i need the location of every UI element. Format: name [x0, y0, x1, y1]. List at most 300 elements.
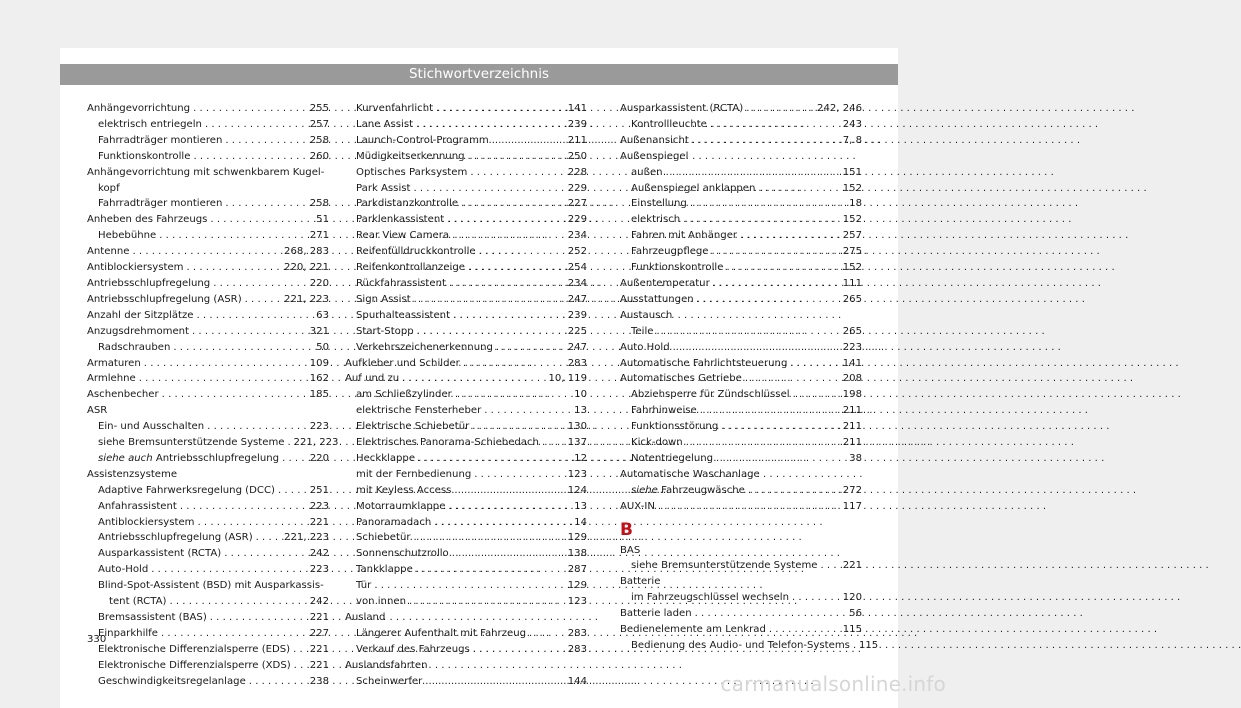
entry-pages: 229 — [567, 214, 587, 226]
entry-pages: 228 — [567, 166, 587, 178]
entry-pages: 13 — [574, 500, 587, 512]
entry-pages: 10, 119 — [548, 373, 587, 385]
entry-pages: 141 — [567, 103, 587, 114]
entry-label: Fahrzeugwäsche — [657, 484, 745, 496]
entry-text: BAS — [620, 544, 641, 556]
index-entry — [87, 610, 329, 626]
entry-pages: 247 — [567, 341, 587, 353]
dot-leader — [418, 451, 572, 467]
entry-text: Armlehne — [87, 373, 136, 385]
entry-pages: 223 — [309, 421, 329, 433]
entry-text: Abziehsperre für Zündschlüssel — [631, 389, 790, 401]
entry-text: Sonnenschutzrollo — [356, 548, 449, 560]
index-entry — [620, 387, 862, 403]
dot-leader — [821, 558, 841, 574]
index-entry — [345, 594, 587, 610]
index-entry — [345, 435, 587, 451]
dot-leader — [468, 149, 566, 165]
dot-leader — [139, 371, 308, 387]
dot-leader — [740, 228, 841, 244]
dot-leader — [159, 228, 307, 244]
dot-leader — [452, 228, 566, 244]
entry-text: Antriebsschlupfregelung (ASR) — [87, 293, 242, 305]
index-column-3 — [620, 101, 879, 654]
dot-leader — [205, 117, 308, 133]
index-entry — [620, 558, 862, 574]
index-entry — [345, 530, 587, 546]
index-entry — [345, 228, 587, 244]
entry-text: Auf und zu — [345, 373, 400, 385]
index-heading — [87, 578, 329, 594]
entry-pages: 120 — [842, 592, 862, 604]
entry-text: Ausstattungen — [620, 293, 694, 305]
dot-leader — [162, 387, 308, 403]
entry-text: Anheben des Fahrzeugs — [87, 214, 208, 226]
entry-text: Kurvenfahrlicht — [356, 103, 434, 114]
dot-leader — [210, 212, 314, 228]
entry-text: Auto Hold — [620, 341, 670, 353]
index-entry — [345, 642, 587, 658]
entry-text: Elektronische Differenzialsperre (XDS) — [98, 659, 291, 671]
dot-leader — [169, 594, 307, 610]
index-entry — [345, 133, 587, 149]
index-entry — [87, 387, 329, 403]
index-entry — [345, 117, 587, 133]
entry-text: Aufkleber und Schilder — [345, 357, 460, 369]
index-entry — [345, 260, 587, 276]
entry-text: elektrisch entriegeln — [98, 118, 202, 130]
dot-leader — [721, 419, 840, 435]
entry-text: Funktionskontrolle — [98, 150, 191, 162]
index-entry — [87, 371, 329, 387]
entry-text: Scheinwerfer — [356, 675, 423, 687]
entry-text: Park Assist — [356, 182, 411, 194]
entry-text: Einstellung — [631, 198, 687, 210]
dot-leader — [713, 276, 841, 292]
entry-text: mit Keyless Access — [356, 484, 452, 496]
entry-text: Tankklappe — [356, 564, 413, 576]
dot-leader — [225, 196, 307, 212]
index-entry — [345, 371, 587, 387]
entry-pages: 14 — [574, 516, 587, 528]
dot-leader — [187, 260, 283, 276]
index-entry — [87, 324, 329, 340]
entry-text: Müdigkeitserkennung — [356, 150, 465, 162]
dot-leader — [288, 435, 292, 451]
entry-text: Auto-Hold — [98, 564, 149, 576]
entry-text: Reifenfülldruckkontrolle — [356, 246, 476, 258]
index-entry — [87, 642, 329, 658]
index-entry — [87, 101, 329, 117]
entry-pages: 227 — [309, 627, 329, 639]
index-entry — [345, 546, 587, 562]
entry-text: Sign Assist — [356, 293, 411, 305]
dot-leader — [132, 244, 282, 260]
entry-text: im Fahrzeugschlüssel wechseln — [631, 592, 790, 604]
entry-text: mit der Fernbedienung — [356, 468, 472, 480]
index-heading — [620, 467, 862, 483]
entry-text: Antenne — [87, 246, 130, 258]
entry-text: Automatisches Getriebe — [620, 373, 742, 385]
entry-pages: 162 — [309, 373, 329, 385]
dot-leader — [690, 196, 847, 212]
entry-pages: 152 — [842, 262, 862, 274]
dot-leader — [249, 674, 308, 690]
index-entry — [87, 244, 329, 260]
index-entry — [620, 451, 862, 467]
entry-pages: 283 — [567, 643, 587, 655]
entry-pages: 252 — [567, 246, 587, 258]
dot-leader — [792, 590, 841, 606]
entry-pages: 221 — [842, 560, 862, 572]
index-entry — [87, 451, 329, 467]
index-entry — [345, 467, 587, 483]
entry-text: kopf — [98, 182, 120, 194]
index-heading — [87, 165, 329, 181]
dot-leader — [161, 626, 308, 642]
index-entry — [87, 419, 329, 435]
dot-leader — [193, 149, 307, 165]
entry-text: Ausparkassistent (RCTA) — [620, 103, 744, 114]
entry-text: Außenspiegel — [620, 150, 689, 162]
dot-leader — [452, 546, 566, 562]
entry-pages: 50 — [316, 341, 329, 353]
dot-leader — [294, 658, 308, 674]
entry-text: Bremsassistent (BAS) — [98, 612, 207, 623]
index-entry — [620, 244, 862, 260]
index-entry — [620, 606, 862, 622]
index-entry — [620, 590, 862, 606]
section-letter: B — [620, 519, 633, 540]
index-entry — [87, 340, 329, 356]
dot-leader — [293, 642, 308, 658]
entry-text: Lane Assist — [356, 118, 414, 130]
entry-pages: 185 — [309, 389, 329, 401]
index-entry — [345, 419, 587, 435]
dot-leader — [434, 515, 572, 531]
entry-text: tent (RCTA) — [109, 596, 167, 608]
entry-pages: 115 — [858, 640, 879, 651]
index-entry — [87, 483, 329, 499]
entry-pages: 254 — [567, 262, 587, 274]
dot-leader — [207, 419, 308, 435]
index-entry — [345, 340, 587, 356]
index-entry — [345, 451, 587, 467]
index-heading — [620, 308, 862, 324]
dot-leader — [409, 594, 566, 610]
entry-pages: 229 — [567, 182, 587, 194]
page-header — [60, 64, 898, 85]
entry-pages: 251 — [309, 484, 329, 496]
dot-leader — [529, 626, 566, 642]
index-entry — [345, 212, 587, 228]
entry-text: Fahrradträger montieren — [98, 134, 223, 146]
index-heading — [87, 467, 329, 483]
entry-pages: 265 — [842, 325, 862, 337]
entry-pages: 221 — [309, 659, 329, 671]
entry-text: Elektronische Differenzialsperre (EDS) — [98, 643, 291, 655]
entry-text: Funktionsstörung — [631, 421, 719, 433]
index-entry — [345, 149, 587, 165]
entry-text: Fahrhinweise — [631, 405, 697, 417]
dot-leader — [758, 181, 840, 197]
index-entry — [345, 387, 587, 403]
dot-leader — [414, 530, 566, 546]
entry-text: Anzugsdrehmoment — [87, 325, 190, 337]
dot-leader — [278, 483, 308, 499]
index-column-1 — [87, 101, 339, 690]
entry-text: Längerer Aufenthalt mit Fahrzeug — [356, 627, 527, 639]
entry-pages: 221, 223 — [284, 532, 329, 544]
entry-pages: 258 — [309, 134, 329, 146]
dot-leader — [453, 308, 566, 324]
entry-pages: 63 — [316, 309, 329, 321]
watermark: carmanualsonline.info — [720, 672, 946, 696]
entry-text: Batterie laden — [620, 608, 692, 620]
dot-leader — [413, 181, 565, 197]
entry-prefix: siehe — [631, 484, 658, 496]
dot-leader — [769, 622, 841, 638]
entry-text: Rückfahrassistent — [356, 277, 446, 289]
entry-text: Armaturen — [87, 357, 141, 369]
dot-leader — [173, 340, 314, 356]
entry-pages: 51 — [316, 214, 329, 226]
entry-pages: 242 — [309, 548, 329, 560]
entry-text: Antiblockiersystem — [87, 262, 184, 274]
index-entry — [620, 228, 862, 244]
entry-pages: 247 — [567, 293, 587, 305]
dot-leader — [673, 340, 841, 356]
entry-text: Einparkhilfe — [98, 627, 158, 639]
entry-text: Radschrauben — [98, 341, 171, 353]
entry-pages: 243 — [842, 118, 862, 130]
entry-pages: 321 — [309, 325, 329, 337]
entry-pages: 123 — [567, 596, 587, 608]
dot-leader — [417, 324, 566, 340]
entry-pages: 117 — [842, 500, 862, 512]
entry-text: Blind-Spot-Assistent (BSD) mit Ausparkassis- — [98, 580, 324, 592]
index-entry — [87, 562, 329, 578]
entry-pages: 152 — [842, 214, 862, 226]
entry-text: Spurhalteassistent — [356, 309, 451, 321]
index-entry — [87, 674, 329, 690]
dot-leader — [180, 499, 308, 515]
entry-text: Antriebsschlupfregelung (ASR) — [98, 532, 253, 544]
entry-text: Verkehrszeichenerkennung — [356, 341, 493, 353]
index-entry — [620, 324, 862, 340]
entry-text: siehe Bremsunterstützende Systeme — [98, 437, 285, 449]
dot-leader — [454, 483, 565, 499]
entry-pages: 283 — [567, 627, 587, 639]
entry-text: Verkauf des Fahrzeugs — [356, 643, 470, 655]
entry-pages: 221 — [309, 516, 329, 528]
dot-leader — [697, 292, 841, 308]
index-heading — [87, 403, 329, 419]
index-heading — [87, 181, 329, 197]
index-entry — [87, 515, 329, 531]
index-entry — [345, 356, 587, 372]
index-entry — [620, 165, 862, 181]
dot-leader — [474, 467, 565, 483]
index-entry — [87, 212, 329, 228]
entry-text: Geschwindigkeitsregelanlage — [98, 675, 246, 687]
index-entry — [620, 356, 862, 372]
dot-leader — [479, 244, 566, 260]
entry-text: Kick-down — [631, 437, 683, 449]
index-entry — [345, 276, 587, 292]
entry-text: außen — [631, 166, 663, 178]
index-entry — [345, 244, 587, 260]
index-entry — [620, 212, 862, 228]
dot-leader — [658, 499, 841, 515]
entry-text: Launch-Control-Programm — [356, 134, 489, 146]
index-entry — [87, 530, 329, 546]
index-heading — [345, 610, 587, 626]
entry-prefix: siehe auch — [98, 452, 153, 464]
index-entry — [87, 133, 329, 149]
entry-text: Außenansicht — [620, 134, 689, 146]
entry-text: Bedienelemente am Lenkrad — [620, 624, 766, 636]
index-entry — [345, 181, 587, 197]
entry-pages: 257 — [842, 230, 862, 242]
index-entry — [620, 638, 879, 654]
entry-text: Ausland — [345, 612, 386, 623]
dot-leader — [686, 435, 841, 451]
entry-text: AUX-IN — [620, 500, 655, 512]
index-entry — [620, 260, 862, 276]
index-entry — [345, 626, 587, 642]
entry-pages: 287 — [567, 564, 587, 576]
entry-text: Adaptive Fahrwerksregelung (DCC) — [98, 484, 275, 496]
index-entry — [345, 578, 587, 594]
dot-leader — [746, 101, 815, 117]
index-entry — [620, 403, 862, 419]
entry-pages: 221, 223 — [284, 293, 329, 305]
index-entry — [620, 133, 862, 149]
entry-text: Ausparkassistent (RCTA) — [98, 548, 222, 560]
entry-text: Anfahrassistent — [98, 500, 177, 512]
index-entry — [345, 403, 587, 419]
entry-text: Assistenzsysteme — [87, 468, 178, 480]
entry-text: Elektrisches Panorama-Schiebedach — [356, 437, 539, 449]
index-entry — [87, 117, 329, 133]
page-number: 330 — [87, 634, 107, 645]
entry-pages: 211 — [842, 421, 862, 433]
entry-pages: 13 — [574, 405, 587, 417]
index-entry — [345, 196, 587, 212]
entry-text — [631, 483, 745, 499]
dot-leader — [853, 638, 857, 654]
index-entry — [345, 483, 587, 499]
entry-text — [98, 451, 279, 467]
entry-pages: 242, 246 — [817, 103, 862, 114]
dot-leader — [282, 451, 308, 467]
dot-leader — [468, 260, 566, 276]
dot-leader — [224, 546, 308, 562]
entry-pages: 115 — [842, 624, 862, 636]
dot-leader — [666, 165, 841, 181]
entry-text: Panoramadach — [356, 516, 432, 528]
entry-pages: 227 — [567, 198, 587, 210]
entry-text: Automatische Fahrlichtsteuerung — [620, 357, 788, 369]
entry-pages: 109 — [309, 357, 329, 369]
entry-pages: 255 — [309, 103, 329, 114]
entry-text: elektrisch — [631, 214, 681, 226]
entry-pages: 275 — [842, 246, 862, 258]
entry-pages: 124 — [567, 484, 587, 496]
dot-leader — [193, 101, 308, 117]
entry-text: Tür — [356, 580, 372, 592]
index-entry — [620, 181, 862, 197]
dot-leader — [726, 260, 840, 276]
dot-leader — [144, 356, 308, 372]
dot-leader — [402, 371, 546, 387]
entry-pages: 225 — [567, 325, 587, 337]
dot-leader — [790, 356, 840, 372]
dot-leader — [492, 133, 566, 149]
entry-pages: 152 — [842, 182, 862, 194]
index-entry — [345, 292, 587, 308]
dot-leader — [213, 276, 307, 292]
dot-leader — [692, 133, 841, 149]
index-entry — [620, 276, 862, 292]
index-heading — [620, 574, 862, 590]
dot-leader — [245, 292, 282, 308]
index-entry — [345, 499, 587, 515]
entry-pages: 56 — [849, 608, 862, 620]
entry-pages: 260 — [309, 150, 329, 162]
entry-pages: 10 — [574, 389, 587, 401]
entry-text: Ein- und Ausschalten — [98, 421, 205, 433]
dot-leader — [151, 562, 307, 578]
entry-text: von innen — [356, 596, 406, 608]
dot-leader — [683, 212, 841, 228]
dot-leader — [695, 606, 848, 622]
entry-text: Antriebsschlupfregelung — [87, 277, 211, 289]
entry-pages: 223 — [309, 500, 329, 512]
entry-pages: 129 — [567, 580, 587, 592]
index-column-2 — [345, 101, 587, 690]
index-entry — [620, 499, 862, 515]
dot-leader — [700, 403, 841, 419]
dot-leader — [656, 324, 840, 340]
index-entry — [345, 101, 587, 117]
dot-leader — [716, 451, 847, 467]
entry-pages: 258 — [309, 198, 329, 210]
entry-text: Außentemperatur — [620, 277, 710, 289]
dot-leader — [484, 403, 572, 419]
index-entry — [87, 546, 329, 562]
entry-text: siehe Bremsunterstützende Systeme — [631, 560, 818, 572]
dot-leader — [192, 324, 308, 340]
dot-leader — [473, 642, 566, 658]
entry-pages: 220 — [309, 277, 329, 289]
entry-text: Reifenkontrollanzeige — [356, 262, 465, 274]
dot-leader — [455, 387, 572, 403]
index-entry — [87, 626, 329, 642]
entry-pages: 220 — [309, 452, 329, 464]
index-entry — [87, 499, 329, 515]
dot-leader — [710, 117, 841, 133]
entry-text: Elektrische Schiebetür — [356, 421, 470, 433]
entry-text: Batterie — [620, 576, 661, 588]
entry-text: Teile — [631, 325, 654, 337]
dot-leader — [449, 276, 566, 292]
dot-leader — [448, 499, 572, 515]
dot-leader — [256, 530, 282, 546]
entry-text: Motorraumklappe — [356, 500, 446, 512]
dot-leader — [542, 435, 566, 451]
